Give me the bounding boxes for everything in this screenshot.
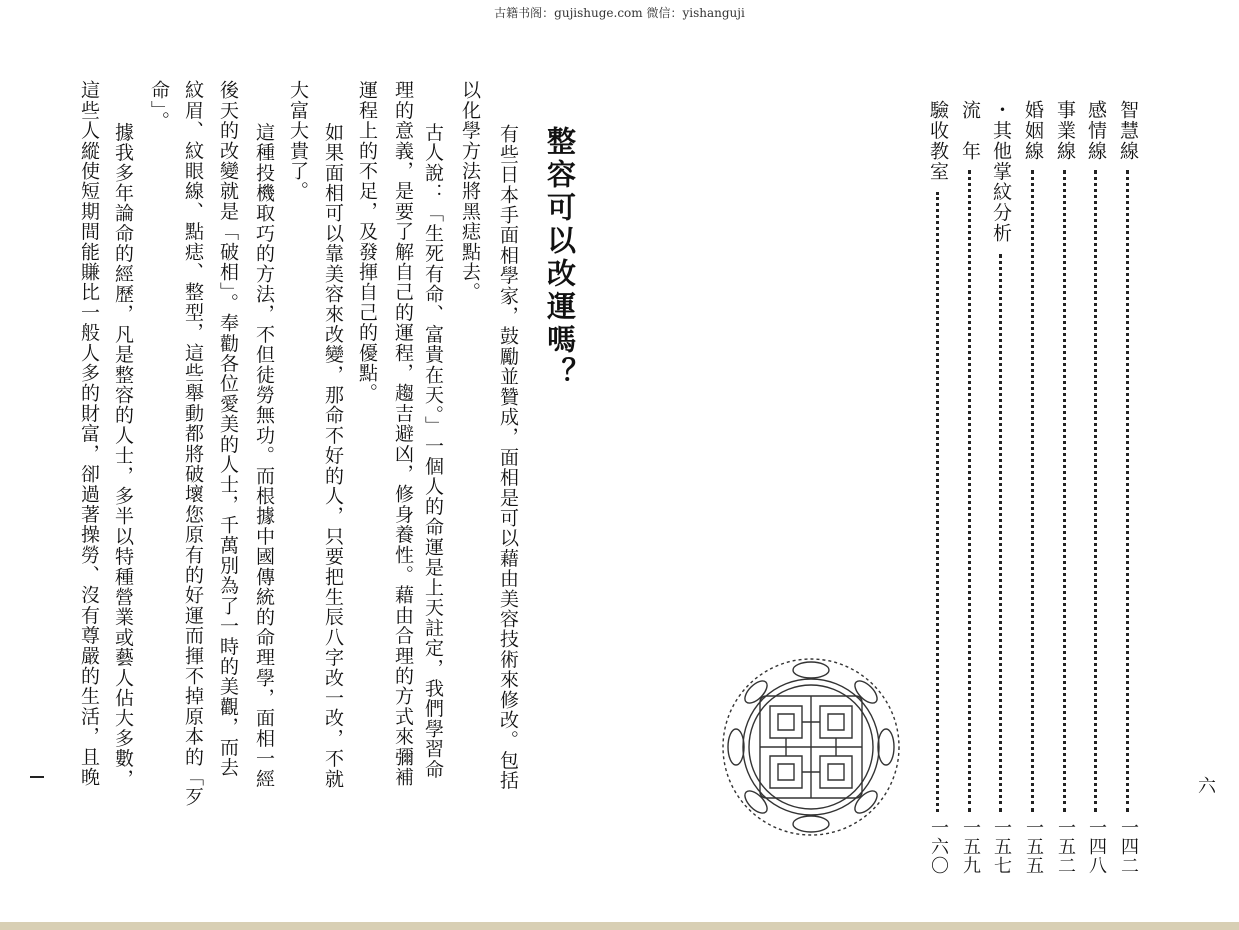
toc-page-number: 一五二 [1055, 818, 1076, 875]
toc-entry [1079, 100, 1113, 890]
toc-page-number: 一五七 [991, 818, 1012, 875]
toc-label: 驗收教室 [927, 100, 949, 182]
text-column: 命」。 [148, 80, 170, 132]
text-column: 據我多年論命的經歷，凡是整容的人士，多半以特種營業或藝人佔大多數， [112, 102, 134, 789]
toc-entry [1111, 100, 1145, 890]
right-page [620, 0, 1239, 922]
watermark: 古籍书阁：gujishuge.com 微信：yishanguji [494, 6, 745, 20]
toc-leader-dots [936, 192, 939, 812]
toc-entry [1016, 100, 1050, 890]
text-column: 後天的改變就是「破相」。奉勸各位愛美的人士，千萬別為了一時的美觀，而去 [217, 80, 239, 778]
toc-page-number: 一四八 [1086, 818, 1107, 875]
text-column: 大富大貴了。 [287, 80, 309, 202]
toc-leader-dots [1094, 170, 1097, 812]
text-column: 這種投機取巧的方法，不但徒勞無功。而根據中國傳統的命理學，面相一經 [253, 102, 275, 789]
toc-page-number: 一五五 [1023, 818, 1044, 875]
text-column: 有些日本手面相學家，鼓勵並贊成，面相是可以藉由美容技術來修改。包括 [497, 124, 519, 791]
text-column: 古人說：「生死有命、富貴在天。」一個人的命運是上天註定，我們學習命 [422, 102, 444, 780]
toc-entry [953, 100, 987, 890]
text-column: 理的意義，是要了解自己的運程，趨吉避凶，修身養性。藉由合理的方式來彌補 [392, 80, 414, 787]
toc-page-number: 一五九 [960, 818, 981, 875]
text-column: 紋眉、紋眼線、點痣、整型，這些舉動都將破壞您原有的好運而揮不掉原本的「歹 [182, 80, 204, 808]
toc-leader-dots [1063, 170, 1066, 812]
left-page [0, 0, 620, 922]
toc-page-number: 一四二 [1118, 818, 1139, 875]
toc-entry [921, 100, 955, 890]
toc-entry [1048, 100, 1082, 890]
toc-leader-dots [999, 254, 1002, 812]
text-column: 這些人縱使短期間能賺比一般人多的財富，卻過著操勞、沒有尊嚴的生活，且晚 [78, 80, 100, 787]
toc-label: ・其他掌紋分析 [990, 100, 1012, 244]
toc-label: 流 年 [959, 100, 981, 162]
page-title: 整容可以改運嗎？ [543, 126, 577, 390]
page-number-mark [30, 776, 44, 778]
text-column: 如果面相可以靠美容來改變，那命不好的人，只要把生辰八字改一改，不就 [322, 102, 344, 789]
toc-entry [984, 100, 1018, 890]
toc-label: 智慧線 [1117, 100, 1139, 162]
longevity-ornament-icon [718, 654, 904, 840]
page-number: 六 [1198, 776, 1216, 797]
toc-leader-dots [968, 170, 971, 812]
toc-leader-dots [1126, 170, 1129, 812]
text-column: 運程上的不足，及發揮自己的優點。 [356, 80, 378, 404]
bottom-page-edge [0, 922, 1239, 930]
toc-label: 感情線 [1085, 100, 1107, 162]
toc-leader-dots [1031, 170, 1034, 812]
text-column: 以化學方法將黑痣點去。 [459, 80, 481, 303]
toc-label: 事業線 [1054, 100, 1076, 162]
toc-label: 婚姻線 [1022, 100, 1044, 162]
toc-page-number: 一六〇 [928, 818, 949, 875]
